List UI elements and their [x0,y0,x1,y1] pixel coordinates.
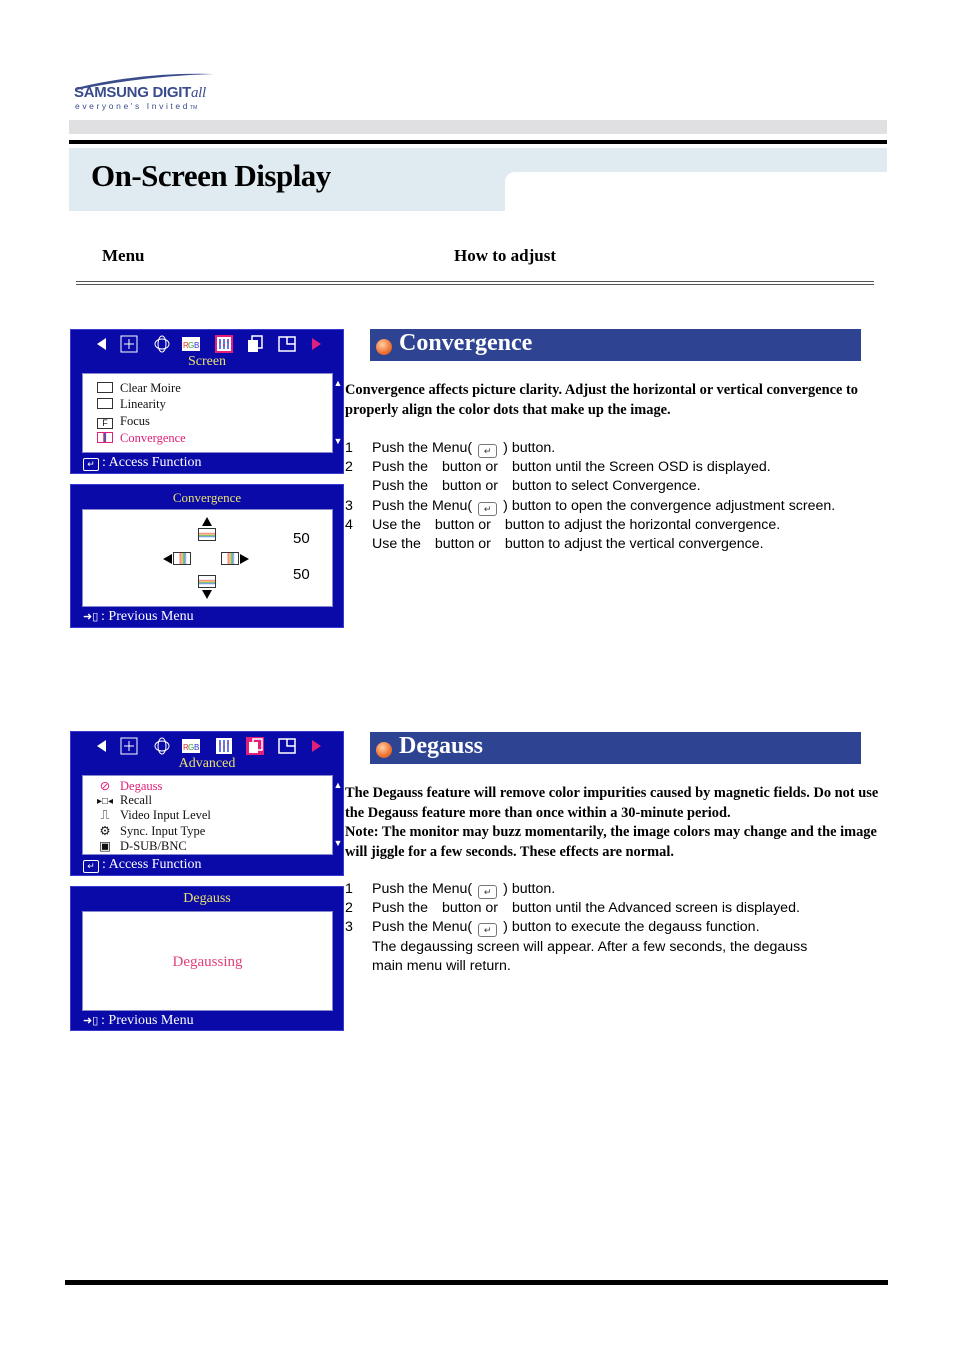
osd-caption: Degauss [183,891,231,906]
osd-caption: Convergence [172,490,242,505]
menu-item-video-input-level[interactable]: ⎍ Video Input Level [97,808,211,823]
osd-adjust-area [82,509,333,607]
step-2: 2 Push the button or button until the Screen OSD is displayed. [345,459,771,476]
svg-text:G: G [188,743,195,752]
size-geometry-icon[interactable] [153,737,171,755]
degauss-icon: ⊘ [99,779,111,793]
osd-footer: ➜▯ : Previous Menu [83,1013,194,1028]
vertical-up-arrow-icon[interactable] [202,517,212,526]
step-2-continued: Push the button or button to select Convergence. [372,478,701,495]
step-3-continued: The degaussing screen will appear. After a few seconds, the degauss [372,938,808,955]
degauss-description-text: The Degauss feature will remove color impurities caused by magnetic fields. Do not use the Degauss feature more than once within a 30-minute period. [345,785,879,821]
dsub-bnc-icon: ▣ [99,839,111,853]
horizontal-convergence-right-icon [221,552,239,565]
footer-rule [65,1280,888,1285]
linearity-icon [97,398,113,409]
menu-item-sync-input-type[interactable]: ⚙ Sync. Input Type [97,823,205,839]
step-3: 3 Push the Menu( ↵ ) button to open the convergence adjustment screen. [345,497,836,514]
bullet-ball-icon [376,742,392,758]
bullet-ball-icon [376,339,392,355]
focus-icon: F [97,418,113,429]
step-2: 2 Push the button or button until the Advanced screen is displayed. [345,900,800,917]
advanced-icon[interactable] [246,335,264,353]
position-icon[interactable] [120,737,138,755]
exit-door-icon: ➜▯ [83,1015,102,1027]
recall-icon: ▸□◂ [97,796,114,807]
scroll-up-icon[interactable]: ▲ [333,378,343,388]
samsung-digitall-logo [72,70,217,115]
osd-advanced-menu [70,731,344,876]
osd-caption: Screen [187,354,227,369]
clear-moire-icon [97,382,113,393]
sync-input-type-icon: ⚙ [99,824,111,838]
vertical-convergence-icon [198,575,216,588]
osd-footer: ↵ : Access Function [83,455,202,471]
title-band-notch [505,172,887,212]
enter-key-icon: ↵ [83,860,99,873]
menu-item-degauss[interactable]: ⊘ Degauss [97,778,162,794]
menu-enter-icon: ↵ [478,444,497,458]
horizontal-value: 50 [293,530,310,547]
degauss-description [345,784,890,862]
rgb-color-icon[interactable] [182,737,200,755]
osd-degauss-area [82,911,333,1011]
section-header-degauss [370,732,861,764]
degaussing-message: Degaussing [172,954,243,970]
scroll-down-icon[interactable]: ▼ [333,838,343,848]
column-header-how-to-adjust: How to adjust [454,246,557,265]
step-1: 1 Push the Menu( ↵ ) button. [345,440,556,456]
scroll-up-icon[interactable]: ▲ [333,780,343,790]
right-arrow-icon[interactable] [307,335,325,353]
convergence-icon [97,432,113,443]
step-4: 4 Use the button or button to adjust the horizontal convergence. [345,516,781,533]
osd-footer: ➜▯ : Previous Menu [83,609,194,624]
menu-item-clear-moire[interactable]: Clear Moire [97,381,181,396]
menu-enter-icon: ↵ [478,923,497,937]
horizontal-left-arrow-icon[interactable] [163,554,172,564]
degauss-steps [345,880,890,976]
menu-item-convergence[interactable]: Convergence [97,431,186,446]
menu-item-focus[interactable]: F Focus [97,414,150,429]
osd-menu-list [82,373,333,453]
osd-degauss-screen [70,886,344,1031]
left-arrow-icon[interactable] [93,737,111,755]
section-header-convergence [370,329,861,361]
osd-footer: ↵ : Access Function [83,857,202,873]
menu-enter-icon: ↵ [478,885,497,899]
left-arrow-icon[interactable] [93,335,111,353]
convergence-steps [345,439,890,554]
step-1: 1 Push the Menu( ↵ ) button. [345,881,556,897]
rgb-color-icon[interactable] [182,335,200,353]
svg-text:B: B [194,743,200,752]
step-4-continued: Use the button or button to adjust the vertical convergence. [372,536,764,553]
vertical-down-arrow-icon[interactable] [202,590,212,599]
vertical-convergence-icon [198,528,216,541]
scroll-down-icon[interactable]: ▼ [333,436,343,446]
menu-enter-icon: ↵ [478,502,497,516]
column-header-menu: Menu [102,246,145,265]
right-arrow-icon[interactable] [307,737,325,755]
svg-text:G: G [188,341,195,350]
convergence-description: Convergence affects picture clarity. Adjust the horizontal or vertical convergence to properly align the color dots that make up the image. [345,382,858,418]
horizontal-right-arrow-icon[interactable] [240,554,249,564]
osd-convergence-adjust [70,484,344,628]
step-3-continued: main menu will return. [372,957,511,974]
position-icon[interactable] [120,335,138,353]
vertical-value: 50 [293,566,310,583]
svg-text:R: R [183,743,189,752]
exit-door-icon: ➜▯ [83,611,102,623]
page-title: On-Screen Display [91,158,331,193]
window-icon[interactable] [278,335,296,353]
svg-text:B: B [194,341,200,350]
degauss-note: Note: The monitor may buzz momentarily, the image colors may change and the image will jiggle for a few seconds. These effects are normal. [345,824,877,860]
menu-item-linearity[interactable]: Linearity [97,397,166,412]
logo-tagline: everyone's InvitedTM [75,101,198,111]
enter-key-icon: ↵ [83,458,99,471]
header-rule [69,140,887,144]
menu-item-recall[interactable]: ▸□◂ Recall [97,793,152,807]
horizontal-convergence-left-icon [173,552,191,565]
window-icon[interactable] [278,737,296,755]
advanced-icon[interactable] [246,737,264,755]
osd-menu-list [82,775,333,855]
svg-text:R: R [183,341,189,350]
osd-screen-menu [70,329,344,474]
column-header-rule [76,281,874,285]
logo-wordmark: SAMSUNG DIGITall [74,84,206,101]
header-grey-band [69,120,887,134]
menu-item-dsub-bnc[interactable]: ▣ D-SUB/BNC [97,838,187,854]
size-geometry-icon[interactable] [153,335,171,353]
section-title: Convergence [399,330,533,356]
step-3: 3 Push the Menu( ↵ ) button to execute the degauss function. [345,919,760,936]
screen-icon[interactable] [215,737,233,755]
video-input-level-icon: ⎍ [100,808,110,822]
screen-icon[interactable] [215,335,233,353]
section-title: Degauss [399,733,484,759]
osd-caption: Advanced [178,756,236,771]
